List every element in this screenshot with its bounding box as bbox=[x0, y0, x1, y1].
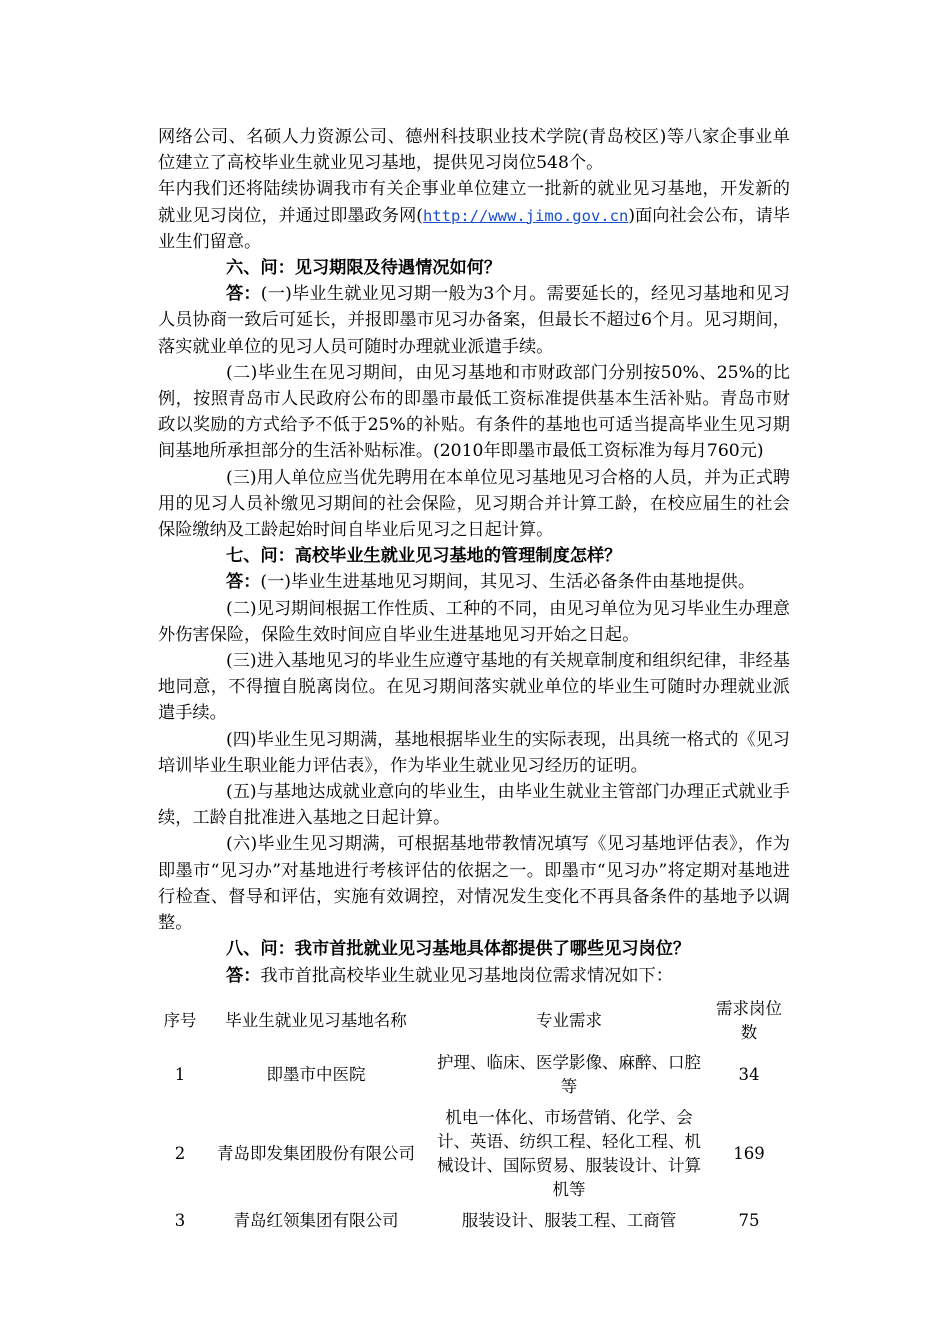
jimo-gov-link[interactable]: http://www.jimo.gov.cn bbox=[423, 206, 629, 225]
cell-base-name: 青岛即发集团股份有限公司 bbox=[217, 1143, 415, 1163]
header-count: 需求岗位数 bbox=[716, 998, 782, 1042]
answer-label: 答： bbox=[226, 965, 261, 986]
answer-7-item-3: (三)进入基地见习的毕业生应遵守基地的有关规章制度和组织纪律，非经基地同意，不得擅自脱离岗位。在见习期间落实就业单位的毕业生可随时办理就业派遣手续。 bbox=[158, 651, 790, 724]
paragraph-bases-intro: 网络公司、名硕人力资源公司、德州科技职业技术学院(青岛校区)等八家企事业单位建立了高校毕业生就业见习基地，提供见习岗位548个。 bbox=[158, 127, 790, 174]
table-row bbox=[158, 1103, 790, 1205]
question-8-heading: 八、问：我市首批就业见习基地具体都提供了哪些见习岗位？ bbox=[226, 939, 691, 960]
cell-index: 1 bbox=[174, 1064, 186, 1084]
answer-7-item-6: (六)毕业生见习期满，可根据基地带教情况填写《见习基地评估表》，作为即墨市“见习办”对基地进行考核评估的依据之一。即墨市“见习办”将定期对基地进行检查、督导和评估，实施有效调控，对情况发生变化不再具备条件的基地予以调整。 bbox=[158, 834, 790, 934]
cell-base-name: 即墨市中医院 bbox=[266, 1064, 366, 1084]
internship-positions-table bbox=[158, 995, 790, 1239]
text-new-bases-after: )面向社会公布，请毕业生们留意。 bbox=[158, 205, 790, 252]
header-index: 序号 bbox=[163, 1010, 197, 1030]
answer-7-item-2: (二)见习期间根据工作性质、工种的不同，由见习单位为见习毕业生办理意外伤害保险，保险生效时间应自毕业生进基地见习开始之日起。 bbox=[158, 598, 790, 645]
answer-7-item-5: (五)与基地达成就业意向的毕业生，由毕业生就业主管部门办理正式就业手续，工龄自批准进入基地之日起计算。 bbox=[158, 782, 790, 829]
table-row bbox=[158, 1205, 790, 1239]
table-row bbox=[158, 1047, 790, 1103]
answer-7-item-1 bbox=[158, 569, 790, 595]
answer-6-item-1 bbox=[158, 281, 790, 360]
cell-index: 3 bbox=[174, 1210, 186, 1230]
answer-6-item-1-text: (一)毕业生就业见习期一般为3个月。需要延长的，经见习基地和见习人员协商一致后可延长，并报即墨市见习办备案，但最长不超过6个月。见习期间，落实就业单位的见习人员可随时办理就业派遣手续。 bbox=[158, 284, 790, 357]
answer-label: 答： bbox=[226, 284, 261, 305]
answer-7-item-4: (四)毕业生见习期满，基地根据毕业生的实际表现，出具统一格式的《见习培训毕业生职业能力评估表》，作为毕业生就业见习经历的证明。 bbox=[158, 729, 790, 776]
header-base-name: 毕业生就业见习基地名称 bbox=[225, 1010, 407, 1030]
text-new-bases-before: 年内我们还将陆续协调我市有关企事业单位建立一批新的就业见习基地，开发新的就业见习岗位，并通过即墨政务网( bbox=[158, 179, 790, 226]
answer-8 bbox=[158, 963, 790, 989]
question-6-heading: 六、问：见习期限及待遇情况如何？ bbox=[226, 258, 502, 279]
cell-base-name: 青岛红领集团有限公司 bbox=[233, 1210, 399, 1230]
answer-6-item-3: (三)用人单位应当优先聘用在本单位见习基地见习合格的人员，并为正式聘用的见习人员补缴见习期间的社会保险，见习期合并计算工龄，在校应届生的社会保险缴纳及工龄起始时间自毕业后见习之日起计算。 bbox=[158, 467, 790, 541]
cell-index: 2 bbox=[174, 1143, 186, 1163]
answer-label: 答： bbox=[226, 572, 261, 593]
cell-count: 34 bbox=[738, 1064, 760, 1084]
cell-count: 169 bbox=[733, 1143, 765, 1163]
cell-major: 服装设计、服装工程、工商管 bbox=[461, 1210, 677, 1230]
question-7-heading: 七、问：高校毕业生就业见习基地的管理制度怎样？ bbox=[226, 546, 622, 567]
header-major: 专业需求 bbox=[536, 1010, 602, 1030]
document-body bbox=[158, 124, 790, 1239]
answer-7-item-1-text: (一)毕业生进基地见习期间，其见习、生活必备条件由基地提供。 bbox=[260, 572, 756, 593]
paragraph-new-bases bbox=[158, 176, 790, 255]
answer-6-item-2: (二)毕业生在见习期间，由见习基地和市财政部门分别按50%、25%的比例，按照青岛市人民政府公布的即墨市最低工资标准提供基本生活补贴。青岛市财政以奖励的方式给予不低于25%的补贴。有条件的基地也可适当提高毕业生见习期间基地所承担部分的生活补贴标准。(2010年即墨市最低工资标准为每月760元) bbox=[158, 362, 790, 462]
cell-major: 机电一体化、市场营销、化学、会计、英语、纺织工程、轻化工程、机械设计、国际贸易、服装设计、计算机等 bbox=[437, 1107, 701, 1199]
answer-8-text: 我市首批高校毕业生就业见习基地岗位需求情况如下： bbox=[260, 965, 673, 986]
cell-major: 护理、临床、医学影像、麻醉、口腔等 bbox=[437, 1052, 701, 1096]
cell-count: 75 bbox=[738, 1210, 760, 1230]
table-header-row bbox=[158, 995, 790, 1047]
